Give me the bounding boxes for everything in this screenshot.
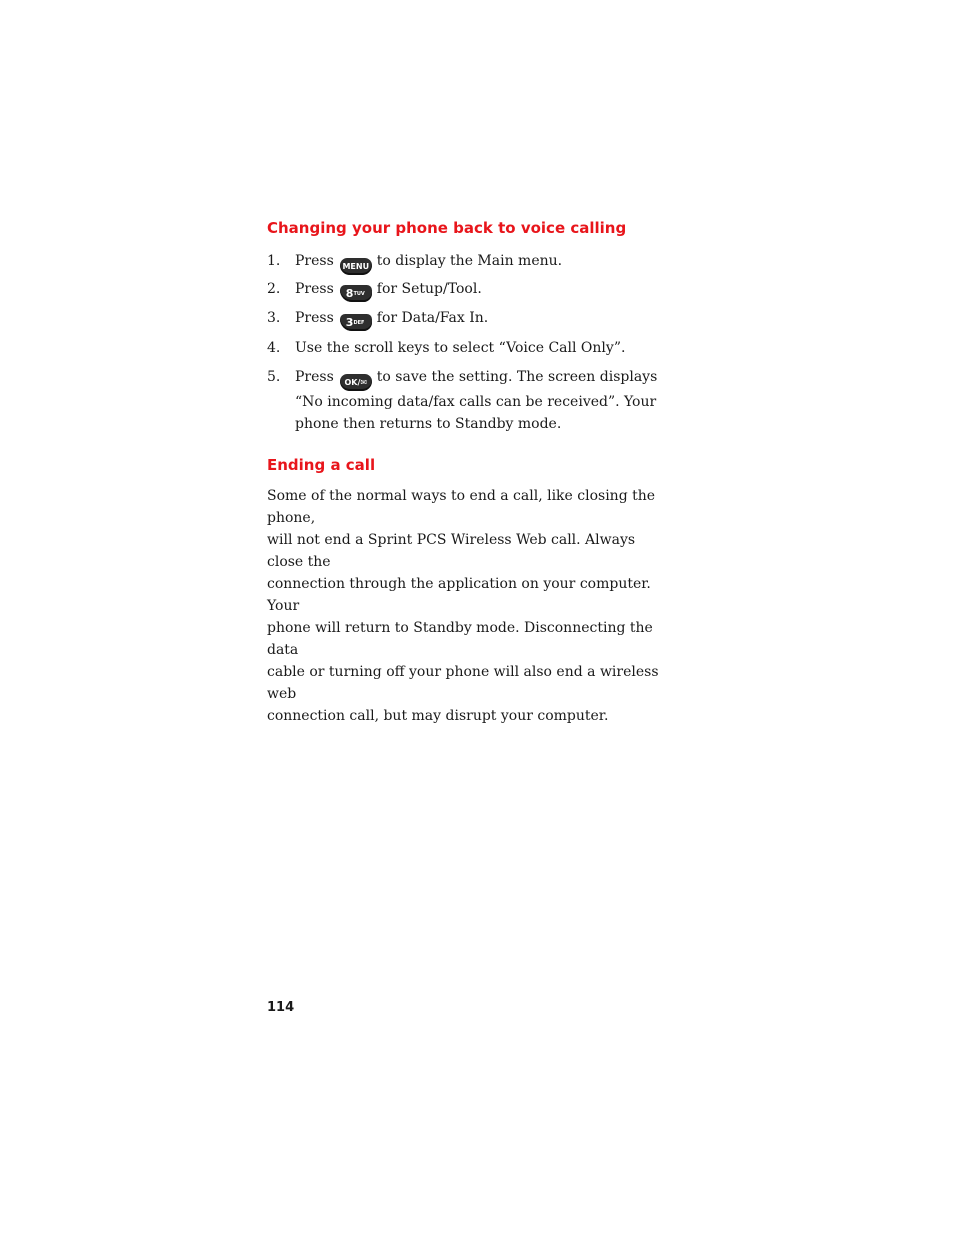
step-text-after: to display the Main menu. — [376, 253, 563, 269]
page-number: 114 — [267, 1000, 295, 1015]
menu-key-label: MENU — [342, 262, 370, 271]
step-number: 3. — [267, 310, 281, 326]
key-digit: 3 — [345, 316, 354, 329]
section-heading-ending-call: Ending a call — [267, 456, 376, 474]
key-3-icon — [340, 314, 372, 331]
step-text-before: Press — [295, 310, 334, 326]
step-text-after: for Setup/Tool. — [376, 281, 482, 297]
ok-key-icon — [340, 374, 372, 391]
step-text: Use the scroll keys to select “Voice Call Only”. — [295, 340, 626, 356]
key-letters: DEF — [353, 320, 365, 326]
ok-key-label: OK/✉ — [344, 378, 368, 387]
key-8-icon — [340, 285, 372, 302]
menu-key-icon — [340, 258, 372, 275]
step-text-after: for Data/Fax In. — [376, 310, 489, 326]
section-heading-voice-calling: Changing your phone back to voice calling — [267, 219, 627, 237]
step-number: 5. — [267, 369, 281, 385]
key-digit: 8 — [345, 287, 354, 300]
ending-call-paragraph: Some of the normal ways to end a call, like closing the phone, will not end a Sprint PCS Wireless Web call. Always close the connection through the application on your computer. Your phone will return to Standby mode. Disconnecting the data cable or turning off your phone will also end a wireless web connection call, but may disrupt your computer. — [267, 488, 659, 724]
step-text-before: Press — [295, 281, 334, 297]
step-text-before: Press — [295, 253, 334, 269]
step-number: 4. — [267, 340, 281, 356]
step-number: 1. — [267, 253, 281, 269]
step-number: 2. — [267, 281, 281, 297]
step-text-after: to save the setting. The screen displays “No incoming data/fax calls can be received”. Your phone then returns to Standby mode. — [295, 369, 658, 432]
key-letters: TUV — [353, 291, 365, 297]
step-text-before: Press — [295, 369, 334, 385]
